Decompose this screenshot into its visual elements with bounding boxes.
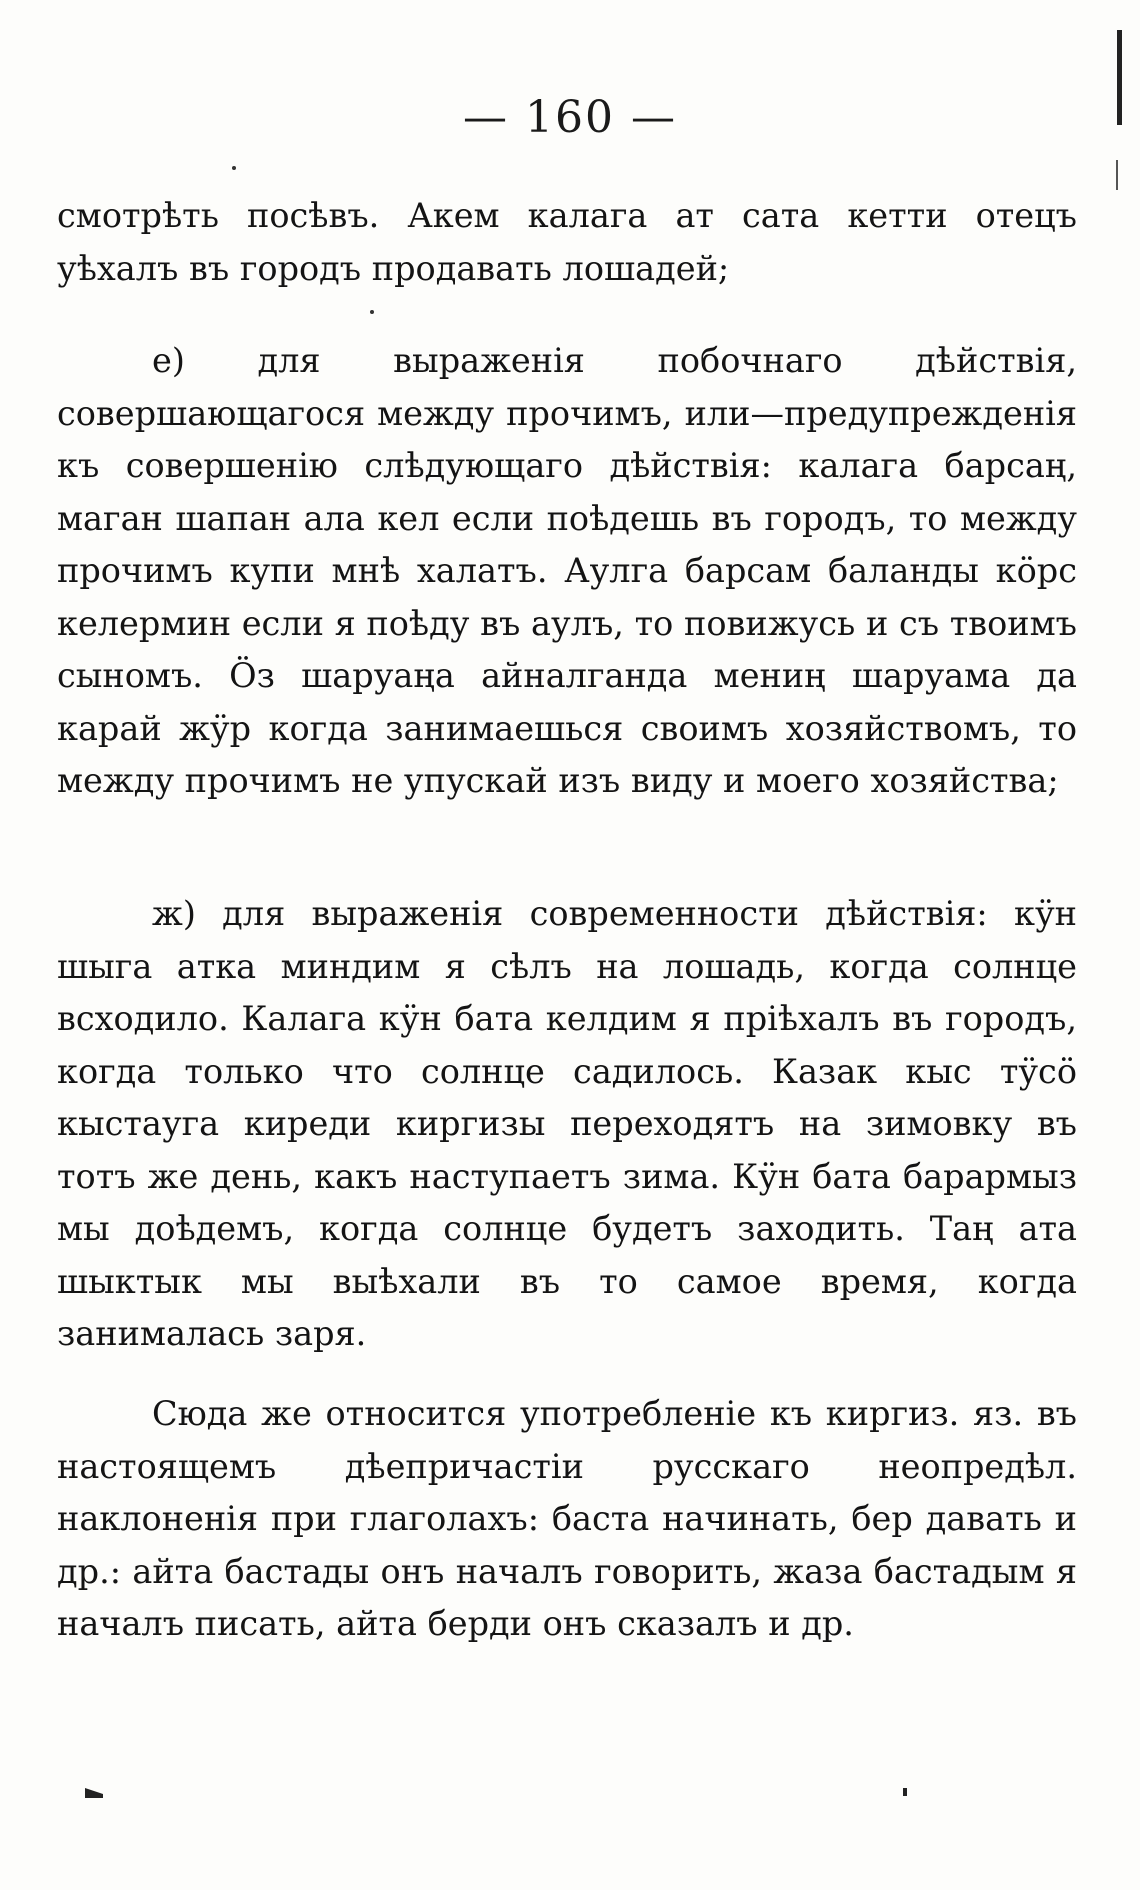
paragraph-text: Сюда же относится употребленіе къ киргиз. яз. въ настоящемъ дѣепричастіи русскаго неопредѣл. наклоненія при глаголахъ: баста начинать, бер давать и др.: айта бастады онъ началъ говорить, жаза бастадым я началъ писать, айта берди онъ сказалъ и др. (57, 1394, 1077, 1643)
scan-speck (232, 166, 236, 170)
paragraph-continuation (57, 190, 1077, 295)
paragraph-text: смотрѣть посѣвъ. Акем калага ат сата кетти отецъ уѣхалъ въ городъ продавать лошадей; (57, 196, 1077, 288)
scan-blot-mark (85, 1788, 103, 1798)
paragraph-zh (57, 888, 1077, 1361)
paragraph-text: ж) для выраженія современности дѣйствія: кӱн шыга атка миндим я сѣлъ на лошадь, когда солнце всходило. Калага кӱн бата келдим я пріѣхалъ въ городъ, когда только что солнце садилось. Казак кыс тӱсӧ кыстаугa киреди киргизы переходятъ на зимовку въ тотъ же день, какъ наступаетъ зима. Кӱн бата барармыз мы доѣдемъ, когда солнце будетъ заходить. Таң ата шыктык мы выѣхали въ то самое время, когда занималась заря. (57, 894, 1077, 1353)
paragraph-final (57, 1388, 1077, 1651)
scan-speck (370, 310, 374, 314)
scan-edge-mark (1116, 160, 1118, 190)
scan-edge-mark (1117, 30, 1122, 125)
paragraph-e (57, 335, 1077, 808)
paragraph-text: е) для выраженія побочнаго дѣйствія, совершающагося между прочимъ, или—предупрежденія къ совершенію слѣдующаго дѣйствія: калага барсаң, маган шапан ала кел если поѣдешь въ городъ, то между прочимъ купи мнѣ халатъ. Аулга барсам баланды кӧрс келермин если я поѣду въ аулъ, то повижусь и съ твоимъ сыномъ. Ӧз шаруаңа айналганда мениң шаруама да карай жӱр когда занимаешься своимъ хозяйствомъ, то между прочимъ не упускай изъ виду и моего хозяйства; (57, 341, 1077, 800)
page-number: — 160 — (463, 92, 677, 143)
scan-blot-mark (903, 1788, 907, 1796)
